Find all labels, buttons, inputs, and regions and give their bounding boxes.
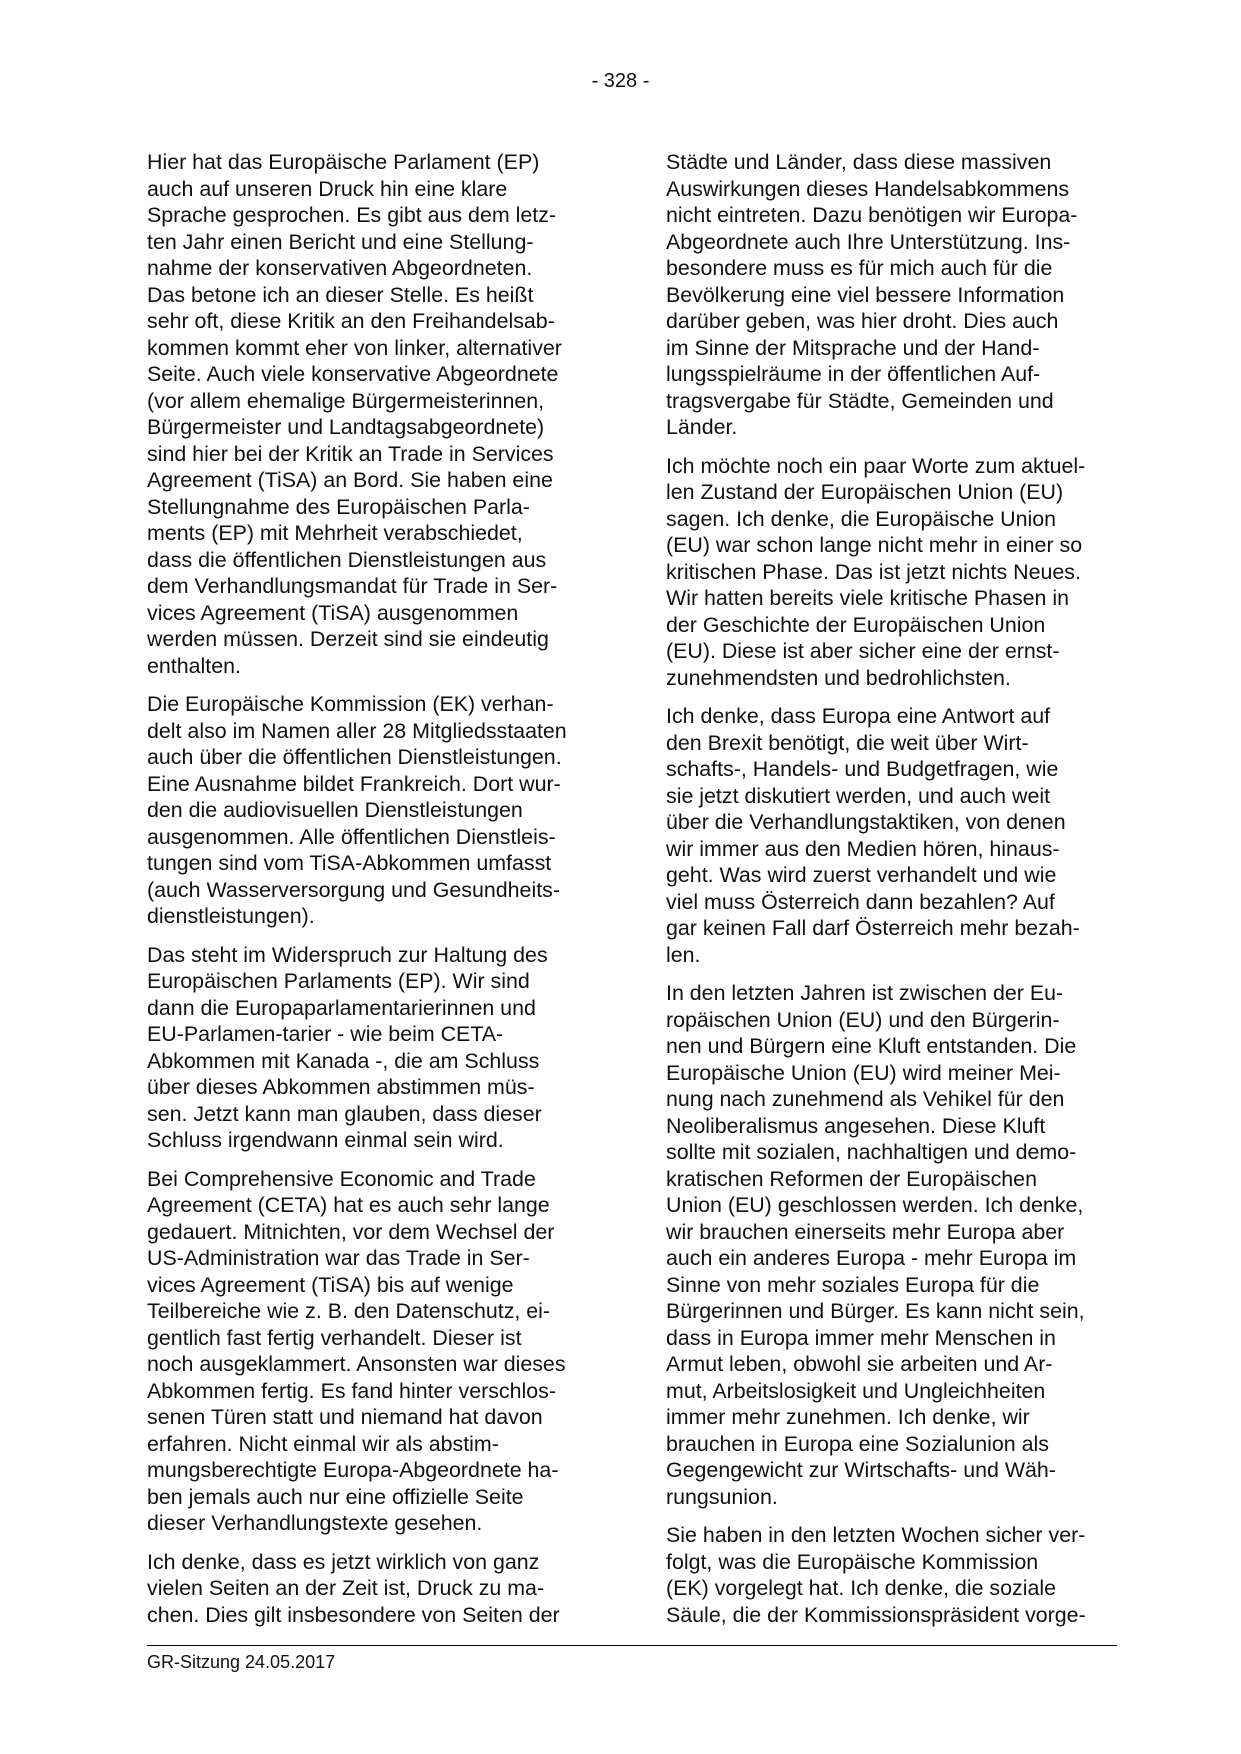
text-line: Auswirkungen dieses Handelsabkommens — [666, 176, 1070, 201]
text-line: im Sinne der Mitsprache und der Hand- — [666, 335, 1040, 360]
text-line: vices Agreement (TiSA) ausgenommen — [147, 600, 519, 625]
text-line: nicht eintreten. Dazu benötigen wir Europa- — [666, 203, 1078, 227]
paragraph — [147, 942, 593, 1154]
text-line: Union (EU) geschlossen werden. Ich denke, — [666, 1193, 1084, 1217]
text-line: auch über die öffentlichen Dienstleistungen. — [147, 745, 562, 769]
text-line: tragsvergabe für Städte, Gemeinden und — [666, 388, 1054, 413]
text-line: Bürgerinnen und Bürger. Es kann nicht sein, — [666, 1299, 1085, 1323]
paragraph — [666, 980, 1118, 1510]
text-line: Abgeordnete auch Ihre Unterstützung. Ins- — [666, 229, 1071, 254]
text-line: (EK) vorgelegt hat. Ich denke, die soziale — [666, 1576, 1057, 1600]
text-line: Agreement (CETA) hat es auch sehr lange — [147, 1193, 550, 1217]
text-line: zunehmendsten und bedrohlichsten. — [666, 665, 1011, 690]
paragraph — [666, 149, 1118, 441]
text-line: viel muss Österreich dann bezahlen? Auf — [666, 889, 1055, 914]
text-line: geht. Was wird zuerst verhandelt und wie — [666, 863, 1057, 887]
text-line: Bei Comprehensive Economic and Trade — [147, 1166, 536, 1191]
text-line: Schluss irgendwann einmal sein wird. — [147, 1128, 504, 1152]
text-line: dieser Verhandlungstexte gesehen. — [147, 1511, 483, 1535]
text-line: len. — [666, 942, 701, 967]
text-line: immer mehr zunehmen. Ich denke, wir — [666, 1405, 1030, 1429]
text-line: gentlich fast fertig verhandelt. Dieser ist — [147, 1325, 522, 1350]
text-line: vielen Seiten an der Zeit ist, Druck zu ma- — [147, 1576, 545, 1600]
text-line: über dieses Abkommen abstimmen müs- — [147, 1075, 535, 1099]
text-line: sind hier bei der Kritik an Trade in Services — [147, 441, 554, 466]
text-line: schafts-, Handels- und Budgetfragen, wie — [666, 757, 1059, 781]
text-line: ten Jahr einen Bericht und eine Stellung- — [147, 229, 534, 254]
paragraph — [147, 1166, 593, 1537]
text-line: Länder. — [666, 415, 738, 439]
paragraph — [147, 1549, 593, 1629]
text-line: sagen. Ich denke, die Europäische Union — [666, 506, 1057, 531]
text-line: nung nach zunehmend als Vehikel für den — [666, 1087, 1065, 1111]
paragraph — [147, 149, 593, 679]
footer-divider — [147, 1645, 1117, 1646]
text-line: Die Europäische Kommission (EK) verhan- — [147, 692, 554, 716]
text-line: Sprache gesprochen. Es gibt aus dem letz- — [147, 203, 557, 227]
text-line: vices Agreement (TiSA) bis auf wenige — [147, 1272, 514, 1297]
text-line: der Geschichte der Europäischen Union — [666, 612, 1046, 637]
text-line: kritischen Phase. Das ist jetzt nichts Neues. — [666, 559, 1081, 584]
text-line: Bürgermeister und Landtagsabgeordnete) — [147, 415, 545, 439]
text-line: besondere muss es für mich auch für die — [666, 256, 1053, 280]
text-line: Säule, die der Kommissionspräsident vorge- — [666, 1602, 1086, 1627]
text-line: (EU) war schon lange nicht mehr in einer so — [666, 533, 1083, 557]
text-line: len Zustand der Europäischen Union (EU) — [666, 480, 1064, 504]
text-line: dass in Europa immer mehr Menschen in — [666, 1325, 1056, 1350]
text-line: mungsberechtigte Europa-Abgeordnete ha- — [147, 1458, 559, 1482]
text-line: kommen kommt eher von linker, alternativer — [147, 335, 562, 360]
text-line: Stellungnahme des Europäischen Parla- — [147, 494, 530, 519]
text-line: folgt, was die Europäische Kommission — [666, 1549, 1039, 1574]
text-line: den die audiovisuellen Dienstleistungen — [147, 798, 523, 822]
text-line: EU-Parlamen-tarier - wie beim CETA- — [147, 1022, 504, 1046]
text-line: sie jetzt diskutiert werden, und auch weit — [666, 783, 1051, 808]
text-line: brauchen in Europa eine Sozialunion als — [666, 1431, 1049, 1456]
text-line: Bevölkerung eine viel bessere Information — [666, 282, 1065, 307]
text-line: Städte und Länder, dass diese massiven — [666, 150, 1052, 174]
text-line: Ich möchte noch ein paar Worte zum aktuel- — [666, 453, 1086, 478]
right-column — [666, 149, 1118, 1640]
text-line: Gegengewicht zur Wirtschafts- und Wäh- — [666, 1458, 1056, 1482]
paragraph — [666, 1522, 1118, 1628]
text-line: Das betone ich an dieser Stelle. Es heißt — [147, 282, 534, 307]
text-line: Europäische Union (EU) wird meiner Mei- — [666, 1060, 1061, 1085]
left-column — [147, 149, 593, 1640]
text-line: rungsunion. — [666, 1484, 778, 1509]
text-line: kratischen Reformen der Europäischen — [666, 1166, 1037, 1191]
text-line: ropäischen Union (EU) und den Bürgerin- — [666, 1007, 1060, 1032]
text-line: (auch Wasserversorgung und Gesundheits- — [147, 877, 560, 902]
text-line: ben jemals auch nur eine offizielle Seite — [147, 1484, 524, 1509]
text-line: mut, Arbeitslosigkeit und Ungleichheiten — [666, 1378, 1046, 1403]
text-line: Abkommen fertig. Es fand hinter verschlos- — [147, 1378, 556, 1403]
text-line: chen. Dies gilt insbesondere von Seiten der — [147, 1602, 560, 1627]
text-line: dass die öffentlichen Dienstleistungen aus — [147, 547, 547, 572]
text-line: Hier hat das Europäische Parlament (EP) — [147, 150, 540, 174]
paragraph — [666, 453, 1118, 692]
text-line: lungsspielräume in der öffentlichen Auf- — [666, 362, 1041, 386]
text-line: auch ein anderes Europa - mehr Europa im — [666, 1246, 1077, 1270]
text-line: Eine Ausnahme bildet Frankreich. Dort wur- — [147, 771, 561, 796]
text-line: nahme der konservativen Abgeordneten. — [147, 256, 533, 280]
text-line: ausgenommen. Alle öffentlichen Dienstleis- — [147, 824, 556, 849]
text-line: Sie haben in den letzten Wochen sicher ver- — [666, 1523, 1086, 1547]
text-line: wir immer aus den Medien hören, hinaus- — [666, 836, 1060, 861]
text-line: darüber geben, was hier droht. Dies auch — [666, 309, 1059, 333]
text-line: sen. Jetzt kann man glauben, dass dieser — [147, 1101, 542, 1126]
text-line: (EU). Diese ist aber sicher eine der ernst- — [666, 639, 1060, 663]
text-line: Agreement (TiSA) an Bord. Sie haben eine — [147, 468, 553, 492]
text-line: In den letzten Jahren ist zwischen der Eu- — [666, 981, 1064, 1005]
text-line: Europäischen Parlaments (EP). Wir sind — [147, 969, 530, 993]
text-line: wir brauchen einerseits mehr Europa aber — [666, 1219, 1065, 1244]
text-line: Neoliberalismus angesehen. Diese Kluft — [666, 1113, 1046, 1138]
text-line: ments (EP) mit Mehrheit verabschiedet, — [147, 521, 523, 545]
text-line: dienstleistungen). — [147, 904, 315, 928]
text-line: auch auf unseren Druck hin eine klare — [147, 176, 508, 201]
text-line: werden müssen. Derzeit sind sie eindeutig — [147, 627, 549, 651]
text-line: sehr oft, diese Kritik an den Freihandelsab- — [147, 309, 555, 333]
text-line: über die Verhandlungstaktiken, von denen — [666, 810, 1066, 834]
text-line: Abkommen mit Kanada -, die am Schluss — [147, 1048, 540, 1073]
text-line: erfahren. Nicht einmal wir als abstim- — [147, 1431, 499, 1456]
text-line: gedauert. Mitnichten, vor dem Wechsel der — [147, 1219, 555, 1244]
text-line: nen und Bürgern eine Kluft entstanden. Die — [666, 1034, 1077, 1058]
text-line: (vor allem ehemalige Bürgermeisterinnen, — [147, 388, 545, 413]
paragraph — [147, 691, 593, 930]
text-line: senen Türen statt und niemand hat davon — [147, 1405, 543, 1429]
text-line: Ich denke, dass es jetzt wirklich von ganz — [147, 1549, 540, 1574]
text-line: enthalten. — [147, 653, 241, 678]
text-line: Das steht im Widerspruch zur Haltung des — [147, 942, 548, 967]
text-line: delt also im Namen aller 28 Mitgliedsstaaten — [147, 718, 567, 743]
text-line: dann die Europaparlamentarierinnen und — [147, 995, 536, 1020]
text-line: noch ausgeklammert. Ansonsten war dieses — [147, 1352, 566, 1376]
text-line: den Brexit benötigt, die weit über Wirt- — [666, 730, 1029, 755]
text-line: Sinne von mehr soziales Europa für die — [666, 1272, 1040, 1297]
footer-session-date: GR-Sitzung 24.05.2017 — [147, 1652, 336, 1672]
text-line: tungen sind vom TiSA-Abkommen umfasst — [147, 851, 552, 875]
text-line: Armut leben, obwohl sie arbeiten und Ar- — [666, 1352, 1053, 1376]
text-line: sollte mit sozialen, nachhaltigen und demo- — [666, 1140, 1077, 1164]
text-line: US-Administration war das Trade in Ser- — [147, 1246, 530, 1270]
page-number: - 328 - — [591, 70, 650, 92]
text-line: Seite. Auch viele konservative Abgeordnete — [147, 362, 559, 386]
paragraph — [666, 703, 1118, 968]
text-line: gar keinen Fall darf Österreich mehr bezah- — [666, 916, 1080, 940]
text-line: Wir hatten bereits viele kritische Phasen in — [666, 586, 1070, 610]
text-line: dem Verhandlungsmandat für Trade in Ser- — [147, 574, 558, 598]
text-line: Teilbereiche wie z. B. den Datenschutz, ei- — [147, 1299, 551, 1323]
text-line: Ich denke, dass Europa eine Antwort auf — [666, 704, 1051, 728]
